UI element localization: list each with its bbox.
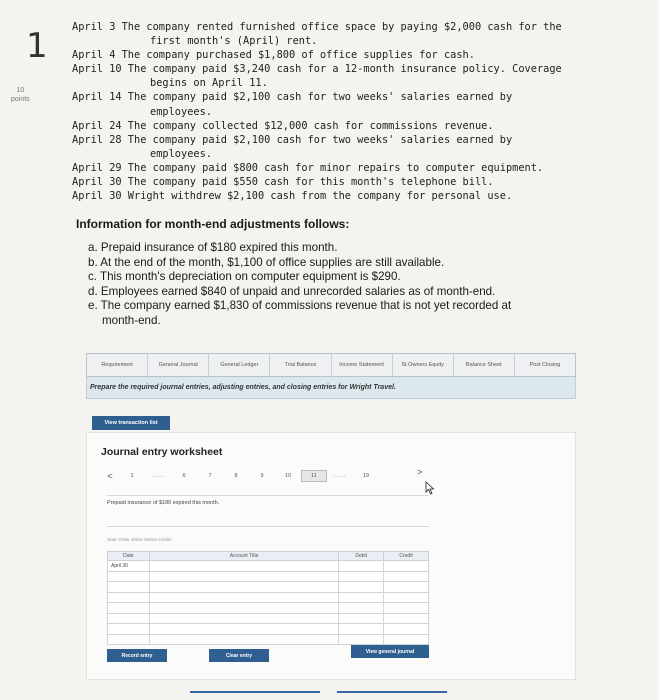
pager-page[interactable]: 9 <box>260 473 264 479</box>
transaction-item: April 30 Wright withdrew $2,100 cash from the company for personal use. <box>72 190 513 203</box>
transaction-item: April 3 The company rented furnished office space by paying $2,000 cash for the first month's (April) rent. <box>72 21 562 48</box>
adjustment-item: d. Employees earned $840 of unpaid and unrecorded salaries as of month-end. <box>88 284 496 298</box>
table-row <box>108 624 429 635</box>
col-debit: Debit <box>339 552 384 561</box>
table-row <box>108 592 429 603</box>
debit-cell[interactable] <box>339 634 384 645</box>
adjustment-item-cont: month-end. <box>102 313 161 327</box>
credit-cell[interactable] <box>384 592 429 603</box>
tab-requirement[interactable]: Requirement <box>87 354 148 376</box>
view-general-journal-button[interactable]: View general journal <box>351 645 429 658</box>
pager-page[interactable]: 7 <box>208 473 212 479</box>
transaction-item: April 4 The company purchased $1,800 of office supplies for cash. <box>72 49 475 62</box>
entry-description: Prepaid insurance of $180 expired this month. <box>107 495 429 527</box>
date-cell[interactable] <box>108 634 150 645</box>
journal-entry-table <box>107 551 429 645</box>
credit-cell[interactable] <box>384 634 429 645</box>
col-account-title: Account Title <box>149 552 338 561</box>
col-date: Date <box>108 552 150 561</box>
next-arrow-icon[interactable]: > <box>417 467 423 477</box>
account-cell[interactable] <box>149 613 338 624</box>
credit-cell[interactable] <box>384 624 429 635</box>
transaction-item: April 14 The company paid $2,100 cash for two weeks' salaries earned by employees. <box>72 91 513 118</box>
account-cell[interactable] <box>149 561 338 572</box>
journal-worksheet <box>86 432 576 680</box>
entry-pager <box>101 469 443 483</box>
debit-cell[interactable] <box>339 571 384 582</box>
question-number: 1 <box>26 26 48 66</box>
date-cell[interactable] <box>108 571 150 582</box>
account-cell[interactable] <box>149 592 338 603</box>
date-cell[interactable]: April 30 <box>108 561 150 572</box>
date-cell[interactable] <box>108 624 150 635</box>
tab-general-journal[interactable]: General Journal <box>148 354 209 376</box>
tab-owners-equity[interactable]: St Owners Equity <box>393 354 454 376</box>
transactions-list <box>72 20 592 203</box>
pager-dots: ..... <box>151 473 165 479</box>
debit-cell[interactable] <box>339 624 384 635</box>
debit-cell[interactable] <box>339 592 384 603</box>
tab-post-closing[interactable]: Post Closing <box>529 362 561 368</box>
adjustments-heading: Information for month-end adjustments follows: <box>76 217 350 231</box>
mouse-cursor-icon <box>423 481 437 495</box>
adjustment-item: c. This month's depreciation on computer equipment is $290. <box>88 270 401 284</box>
record-entry-button[interactable]: Record entry <box>107 649 167 662</box>
entry-note: Note: Enter debits before credits. <box>107 537 173 542</box>
account-cell[interactable] <box>149 582 338 593</box>
table-row <box>108 634 429 645</box>
adjustment-item: e. The company earned $1,830 of commissions revenue that is not yet recorded at <box>88 299 512 313</box>
credit-cell[interactable] <box>384 603 429 614</box>
debit-cell[interactable] <box>339 582 384 593</box>
table-row <box>108 613 429 624</box>
table-row <box>108 582 429 593</box>
tab-trial-balance[interactable]: Trial Balance <box>270 354 331 376</box>
table-row <box>108 571 429 582</box>
table-row <box>108 561 429 572</box>
instruction-bar: Prepare the required journal entries, adjusting entries, and closing entries for Wright Travel. <box>86 377 576 399</box>
clear-entry-button[interactable]: Clear entry <box>209 649 269 662</box>
pager-dots: ..... <box>333 473 347 479</box>
debit-cell[interactable] <box>339 603 384 614</box>
points-label <box>11 86 30 104</box>
date-cell[interactable] <box>108 613 150 624</box>
view-transaction-list-button[interactable]: View transaction list <box>92 416 170 430</box>
date-cell[interactable] <box>108 592 150 603</box>
table-row <box>108 603 429 614</box>
tab-income-statement[interactable]: Income Statement <box>332 354 393 376</box>
date-cell[interactable] <box>108 603 150 614</box>
transaction-item: April 28 The company paid $2,100 cash for two weeks' salaries earned by employees. <box>72 133 513 160</box>
adjustment-item: b. At the end of the month, $1,100 of office supplies are still available. <box>88 255 445 269</box>
nav-underline <box>337 691 447 693</box>
requirement-tabs <box>86 353 576 377</box>
pager-page[interactable]: 6 <box>182 473 186 479</box>
pager-page[interactable]: 10 <box>284 473 292 479</box>
pager-page[interactable]: 19 <box>362 473 370 479</box>
transaction-item: April 29 The company paid $800 cash for minor repairs to computer equipment. <box>72 161 544 174</box>
account-cell[interactable] <box>149 571 338 582</box>
credit-cell[interactable] <box>384 613 429 624</box>
credit-cell[interactable] <box>384 561 429 572</box>
adjustment-item: a. Prepaid insurance of $180 expired this month. <box>88 241 338 254</box>
points-unit: points <box>11 96 30 103</box>
credit-cell[interactable] <box>384 571 429 582</box>
credit-cell[interactable] <box>384 582 429 593</box>
tab-balance-sheet[interactable]: Balance Sheet <box>454 354 515 376</box>
account-cell[interactable] <box>149 603 338 614</box>
pager-page-active[interactable]: 11 <box>301 470 327 482</box>
pager-page[interactable]: 8 <box>234 473 238 479</box>
adjustments-list <box>88 241 558 329</box>
worksheet-title: Journal entry worksheet <box>101 446 223 458</box>
prev-arrow-icon[interactable]: < <box>107 471 113 481</box>
transaction-item: April 10 The company paid $3,240 cash for a 12-month insurance policy. Coverage begins on April 11. <box>72 63 562 90</box>
nav-underline <box>190 691 320 693</box>
table-header-row <box>108 552 429 561</box>
account-cell[interactable] <box>149 624 338 635</box>
date-cell[interactable] <box>108 582 150 593</box>
debit-cell[interactable] <box>339 613 384 624</box>
transaction-item: April 30 The company paid $550 cash for this month's telephone bill. <box>72 176 494 189</box>
debit-cell[interactable] <box>339 561 384 572</box>
tab-general-ledger[interactable]: General Ledger <box>209 354 270 376</box>
transaction-item: April 24 The company collected $12,000 cash for commissions revenue. <box>72 119 494 132</box>
account-cell[interactable] <box>149 634 338 645</box>
pager-page[interactable]: 1 <box>130 473 134 479</box>
col-credit: Credit <box>384 552 429 561</box>
points-value: 10 <box>16 87 25 94</box>
